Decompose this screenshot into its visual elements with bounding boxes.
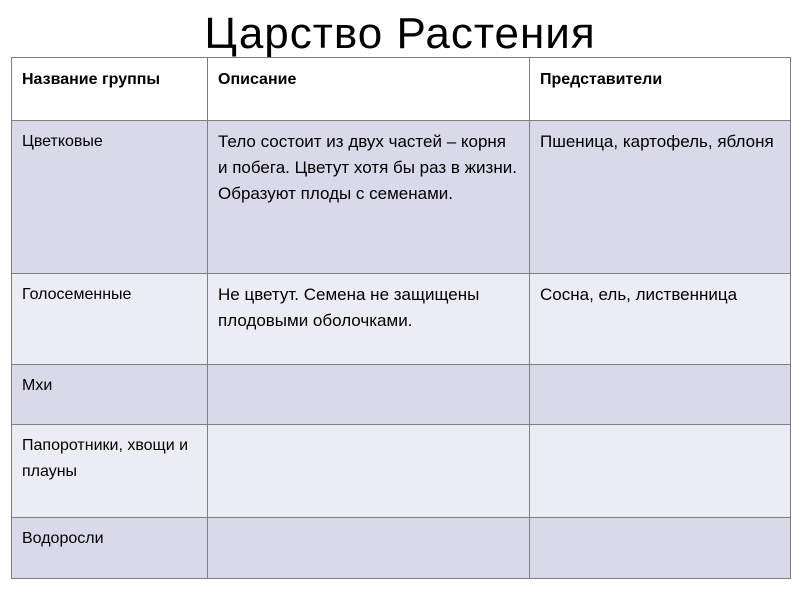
table-row	[12, 425, 791, 518]
cell-group: Голосеменные	[12, 274, 208, 365]
cell-description: Тело состоит из двух частей – корня и побега. Цветут хотя бы раз в жизни. Образуют плоды с семенами.	[208, 121, 530, 274]
table-row	[12, 365, 791, 425]
slide-title: Царство Растения	[204, 9, 596, 58]
header-group-name: Название группы	[12, 58, 208, 121]
header-representatives: Представители	[530, 58, 791, 121]
cell-representatives	[530, 365, 791, 425]
cell-description	[208, 365, 530, 425]
cell-description: Не цветут. Семена не защищены плодовыми оболочками.	[208, 274, 530, 365]
cell-representatives	[530, 425, 791, 518]
cell-group: Папоротники, хвощи и плауны	[12, 425, 208, 518]
table-row	[12, 121, 791, 274]
cell-group: Цветковые	[12, 121, 208, 274]
plant-kingdom-table	[11, 57, 791, 579]
header-description: Описание	[208, 58, 530, 121]
cell-representatives	[530, 518, 791, 579]
cell-representatives: Пшеница, картофель, яблоня	[530, 121, 791, 274]
cell-description	[208, 425, 530, 518]
cell-representatives: Сосна, ель, лиственница	[530, 274, 791, 365]
cell-group: Водоросли	[12, 518, 208, 579]
cell-group: Мхи	[12, 365, 208, 425]
table-row	[12, 518, 791, 579]
cell-description	[208, 518, 530, 579]
table-row	[12, 274, 791, 365]
table-header-row	[12, 58, 791, 121]
